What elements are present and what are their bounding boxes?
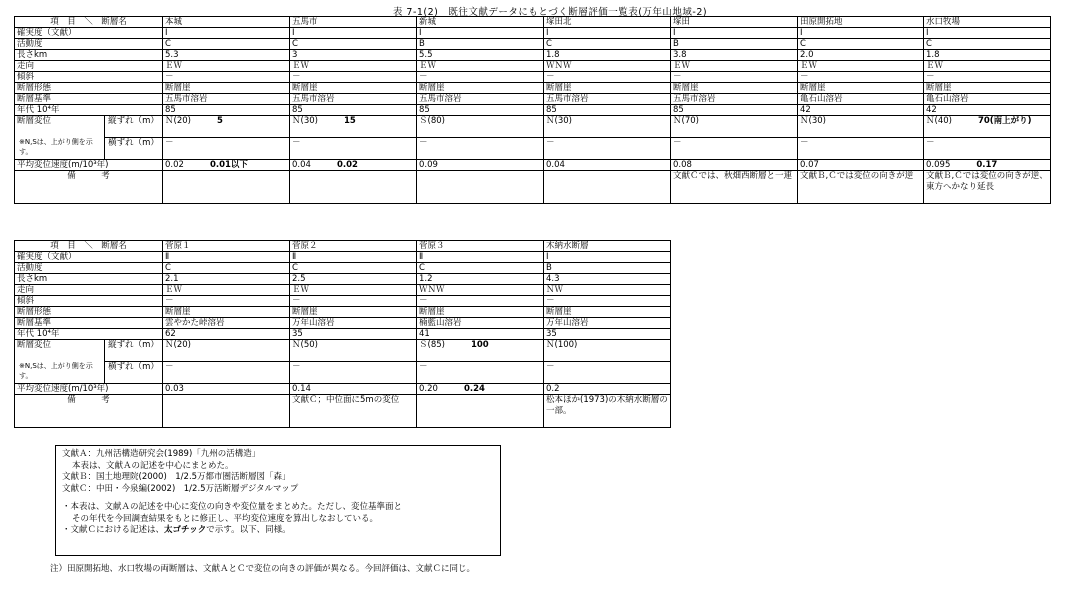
cell-certainty: Ⅰ bbox=[544, 252, 671, 263]
fault-name: 菅原３ bbox=[417, 241, 544, 252]
cell-length: 1.8 bbox=[544, 50, 671, 61]
cell-age: 41 bbox=[417, 329, 544, 340]
disp-label: 断層変位 bbox=[17, 116, 52, 126]
fault-name: 塚田 bbox=[671, 17, 798, 28]
row-label-disp bbox=[15, 116, 105, 160]
header-row bbox=[15, 241, 671, 252]
reference-a-sub: 本表は、文献Ａの記述を中心にまとめた。 bbox=[72, 460, 234, 471]
cell-dip: － bbox=[798, 72, 924, 83]
cell-datum: 雲やかた峠溶岩 bbox=[163, 318, 290, 329]
cell-dip: － bbox=[544, 72, 671, 83]
cell-rate bbox=[417, 160, 544, 171]
cell-rate bbox=[163, 160, 290, 171]
row-label-length: 長さkm bbox=[15, 50, 163, 61]
cell-form: 断層崖 bbox=[798, 83, 924, 94]
cell-activity: C bbox=[290, 263, 417, 274]
row-label-header: 項 目 ＼ 断層名 bbox=[15, 17, 163, 28]
cell-vert bbox=[798, 116, 924, 138]
cell-horiz: － bbox=[798, 138, 924, 160]
cell-rate bbox=[290, 160, 417, 171]
row-dip bbox=[15, 72, 1051, 83]
row-disp-vertical bbox=[15, 340, 671, 362]
cell-remarks bbox=[544, 171, 671, 204]
row-label-datum: 断層基準 bbox=[15, 94, 163, 105]
cell-vert bbox=[417, 340, 544, 362]
row-datum bbox=[15, 318, 671, 329]
cell-age: 62 bbox=[163, 329, 290, 340]
cell-horiz: － bbox=[924, 138, 1051, 160]
cell-activity: C bbox=[163, 39, 290, 50]
cell-dip: － bbox=[163, 296, 290, 307]
cell-dip: － bbox=[671, 72, 798, 83]
cell-activity: C bbox=[798, 39, 924, 50]
row-label-rate: 平均変位速度(m/10³年) bbox=[15, 160, 163, 171]
cell-datum: 五馬市溶岩 bbox=[544, 94, 671, 105]
fault-name: 塚田北 bbox=[544, 17, 671, 28]
row-label-header: 項 目 ＼ 断層名 bbox=[15, 241, 163, 252]
rate-value: 0.08 bbox=[673, 160, 692, 170]
fault-table-2 bbox=[14, 240, 671, 428]
cell-form: 断層崖 bbox=[417, 83, 544, 94]
rate-value-bold: 0.24 bbox=[463, 384, 485, 394]
disp-label: 断層変位 bbox=[17, 340, 52, 350]
cell-form: 断層崖 bbox=[290, 307, 417, 318]
row-strike bbox=[15, 285, 671, 296]
row-disp-horizontal bbox=[15, 362, 671, 384]
references-note-box bbox=[55, 445, 501, 556]
row-label-activity: 活動度 bbox=[15, 263, 163, 274]
footnote: 注）田原開拓地、水口牧場の両断層は、文献ＡとＣで変位の向きの評価が異なる。今回評価は、文献Ｃに同じ。 bbox=[50, 564, 476, 574]
cell-rate bbox=[544, 384, 671, 395]
row-label-dip: 傾斜 bbox=[15, 72, 163, 83]
row-label-dip: 傾斜 bbox=[15, 296, 163, 307]
fault-name: 菅原１ bbox=[163, 241, 290, 252]
rate-value: 0.09 bbox=[419, 160, 438, 170]
cell-activity: C bbox=[290, 39, 417, 50]
row-dip bbox=[15, 296, 671, 307]
cell-age: 85 bbox=[163, 105, 290, 116]
cell-rate bbox=[798, 160, 924, 171]
row-form bbox=[15, 307, 671, 318]
cell-activity: B bbox=[544, 263, 671, 274]
cell-age: 35 bbox=[290, 329, 417, 340]
row-label-remarks: 備 考 bbox=[15, 395, 163, 428]
cell-length: 2.1 bbox=[163, 274, 290, 285]
bullet-note-2-bold: 太ゴチック bbox=[164, 525, 207, 535]
row-form bbox=[15, 83, 1051, 94]
vert-value: Ｎ(30) bbox=[292, 116, 318, 126]
row-age bbox=[15, 329, 671, 340]
cell-length: 4.3 bbox=[544, 274, 671, 285]
row-rate bbox=[15, 384, 671, 395]
cell-horiz: － bbox=[163, 362, 290, 384]
cell-strike: ＥＷ bbox=[798, 61, 924, 72]
bullet-note-2-post: で示す。以下、同様。 bbox=[206, 525, 291, 535]
rate-value: 0.02 bbox=[165, 160, 184, 170]
row-remarks bbox=[15, 171, 1051, 204]
bullet-note-2 bbox=[62, 525, 494, 537]
cell-certainty: Ⅰ bbox=[163, 28, 290, 39]
fault-name: 水口牧場 bbox=[924, 17, 1051, 28]
cell-datum: 楠藍山溶岩 bbox=[417, 318, 544, 329]
row-activity bbox=[15, 39, 1051, 50]
row-label-strike: 走向 bbox=[15, 285, 163, 296]
fault-name: 新城 bbox=[417, 17, 544, 28]
fault-name: 五馬市 bbox=[290, 17, 417, 28]
row-remarks bbox=[15, 395, 671, 428]
cell-vert bbox=[924, 116, 1051, 138]
cell-certainty: Ⅱ bbox=[163, 252, 290, 263]
cell-age: 42 bbox=[798, 105, 924, 116]
cell-datum: 万年山溶岩 bbox=[544, 318, 671, 329]
cell-activity: C bbox=[163, 263, 290, 274]
cell-vert bbox=[163, 116, 290, 138]
disp-note: ※N,Sは、上がり側を示す。 bbox=[19, 137, 93, 156]
cell-length: 3.8 bbox=[671, 50, 798, 61]
row-label-certainty: 確実度（文献） bbox=[15, 28, 163, 39]
row-strike bbox=[15, 61, 1051, 72]
cell-rate bbox=[671, 160, 798, 171]
vert-value: Ｓ(80) bbox=[419, 116, 445, 126]
cell-remarks bbox=[417, 395, 544, 428]
cell-form: 断層崖 bbox=[671, 83, 798, 94]
cell-length: 1.8 bbox=[924, 50, 1051, 61]
reference-b: 文献Ｂ：国土地理院(2000) 1/2.5万都市圏活断層図「森」 bbox=[62, 472, 291, 482]
vert-value-bold: 5 bbox=[216, 116, 223, 126]
row-label-activity: 活動度 bbox=[15, 39, 163, 50]
rate-value-bold: 0.17 bbox=[976, 160, 998, 170]
vert-value: Ｎ(100) bbox=[546, 340, 578, 350]
cell-activity: C bbox=[544, 39, 671, 50]
cell-form: 断層崖 bbox=[417, 307, 544, 318]
vert-value: Ｎ(70) bbox=[673, 116, 699, 126]
cell-horiz: － bbox=[417, 362, 544, 384]
cell-activity: C bbox=[924, 39, 1051, 50]
rate-value: 0.03 bbox=[165, 384, 184, 394]
cell-rate bbox=[924, 160, 1051, 171]
cell-length: 5.3 bbox=[163, 50, 290, 61]
reference-a: 文献Ａ：九州活構造研究会(1989)「九州の活構造」 bbox=[62, 449, 261, 459]
vert-value-bold: 70(南上がり) bbox=[977, 116, 1032, 126]
bullet-note-1-cont: その年代を今回調査結果をもとに修正し、平均変位速度を算出しなおしている。 bbox=[72, 513, 379, 524]
cell-strike: ＥＷ bbox=[163, 285, 290, 296]
row-label-length: 長さkm bbox=[15, 274, 163, 285]
cell-vert bbox=[417, 116, 544, 138]
cell-strike: ＥＷ bbox=[163, 61, 290, 72]
cell-age: 85 bbox=[671, 105, 798, 116]
fault-name: 菅原２ bbox=[290, 241, 417, 252]
cell-remarks bbox=[163, 395, 290, 428]
cell-certainty: Ⅰ bbox=[417, 28, 544, 39]
cell-form: 断層崖 bbox=[924, 83, 1051, 94]
row-length bbox=[15, 274, 671, 285]
cell-rate bbox=[163, 384, 290, 395]
cell-dip: － bbox=[163, 72, 290, 83]
cell-horiz: － bbox=[163, 138, 290, 160]
cell-certainty: Ⅱ bbox=[417, 252, 544, 263]
cell-strike: ＷＮＷ bbox=[417, 285, 544, 296]
disp-note: ※N,Sは、上がり側を示す。 bbox=[19, 361, 93, 380]
cell-horiz: － bbox=[290, 362, 417, 384]
bullet-note-1: ・本表は、文献Ａの記述を中心に変位の向きや変位量をまとめた。ただし、変位基準面と bbox=[62, 502, 403, 512]
cell-dip: － bbox=[924, 72, 1051, 83]
cell-strike: ＥＷ bbox=[290, 285, 417, 296]
cell-age: 35 bbox=[544, 329, 671, 340]
cell-activity: B bbox=[417, 39, 544, 50]
cell-datum: 亀石山溶岩 bbox=[798, 94, 924, 105]
cell-horiz: － bbox=[544, 138, 671, 160]
cell-activity: B bbox=[671, 39, 798, 50]
rate-value: 0.04 bbox=[546, 160, 565, 170]
cell-form: 断層崖 bbox=[544, 307, 671, 318]
cell-certainty: Ⅰ bbox=[671, 28, 798, 39]
fault-name: 本城 bbox=[163, 17, 290, 28]
cell-strike: ＷＮＷ bbox=[544, 61, 671, 72]
cell-remarks bbox=[290, 171, 417, 204]
row-label-remarks: 備 考 bbox=[15, 171, 163, 204]
cell-horiz: － bbox=[290, 138, 417, 160]
row-label-form: 断層形態 bbox=[15, 83, 163, 94]
row-label-disp bbox=[15, 340, 105, 384]
cell-age: 85 bbox=[290, 105, 417, 116]
row-label-age: 年代 10⁴年 bbox=[15, 105, 163, 116]
cell-length: 1.2 bbox=[417, 274, 544, 285]
cell-remarks bbox=[417, 171, 544, 204]
rate-value: 0.2 bbox=[546, 384, 560, 394]
cell-remarks: 松本ほか(1973)の木納水断層の一部。 bbox=[544, 395, 671, 428]
cell-age: 85 bbox=[417, 105, 544, 116]
cell-strike: ＥＷ bbox=[671, 61, 798, 72]
vert-value-bold: 100 bbox=[470, 340, 489, 350]
cell-strike: ＥＷ bbox=[417, 61, 544, 72]
row-age bbox=[15, 105, 1051, 116]
vert-value-bold: 15 bbox=[343, 116, 356, 126]
reference-c: 文献Ｃ：中田・今泉編(2002) 1/2.5万活断層デジタルマップ bbox=[62, 483, 299, 494]
row-disp-horizontal bbox=[15, 138, 1051, 160]
vert-value: Ｎ(20) bbox=[165, 116, 191, 126]
cell-horiz: － bbox=[544, 362, 671, 384]
cell-vert bbox=[290, 340, 417, 362]
row-datum bbox=[15, 94, 1051, 105]
bullet-note-2-pre: ・文献Ｃにおける記述は、 bbox=[62, 525, 165, 535]
cell-remarks bbox=[163, 171, 290, 204]
cell-rate bbox=[417, 384, 544, 395]
cell-dip: － bbox=[290, 72, 417, 83]
cell-remarks: 文献Ｃ；中位面に5mの変位 bbox=[290, 395, 417, 428]
cell-length: 5.5 bbox=[417, 50, 544, 61]
vert-value: Ｎ(30) bbox=[546, 116, 572, 126]
row-label-datum: 断層基準 bbox=[15, 318, 163, 329]
fault-name: 田原開拓地 bbox=[798, 17, 924, 28]
row-label-form: 断層形態 bbox=[15, 307, 163, 318]
cell-rate bbox=[544, 160, 671, 171]
cell-certainty: Ⅰ bbox=[544, 28, 671, 39]
cell-strike: ＮＷ bbox=[544, 285, 671, 296]
vert-value: Ｎ(30) bbox=[800, 116, 826, 126]
cell-rate bbox=[290, 384, 417, 395]
cell-vert bbox=[544, 116, 671, 138]
rate-value-bold: 0.01以下 bbox=[209, 160, 248, 170]
row-disp-vertical bbox=[15, 116, 1051, 138]
vert-value: Ｎ(50) bbox=[292, 340, 318, 350]
cell-dip: － bbox=[417, 296, 544, 307]
rate-value: 0.095 bbox=[926, 160, 951, 170]
cell-datum: 五馬市溶岩 bbox=[417, 94, 544, 105]
cell-datum: 五馬市溶岩 bbox=[671, 94, 798, 105]
cell-form: 断層崖 bbox=[163, 83, 290, 94]
cell-strike: ＥＷ bbox=[924, 61, 1051, 72]
cell-certainty: Ⅰ bbox=[924, 28, 1051, 39]
cell-datum: 五馬市溶岩 bbox=[290, 94, 417, 105]
cell-horiz: － bbox=[671, 138, 798, 160]
row-label-certainty: 確実度（文献） bbox=[15, 252, 163, 263]
header-row bbox=[15, 17, 1051, 28]
row-label-rate: 平均変位速度(m/10³年) bbox=[15, 384, 163, 395]
row-label-horiz: 横ずれ（m） bbox=[105, 362, 163, 384]
cell-length: 3 bbox=[290, 50, 417, 61]
cell-dip: － bbox=[544, 296, 671, 307]
vert-value: Ｎ(20) bbox=[165, 340, 191, 350]
cell-datum: 万年山溶岩 bbox=[290, 318, 417, 329]
cell-vert bbox=[163, 340, 290, 362]
rate-value: 0.20 bbox=[419, 384, 438, 394]
cell-datum: 五馬市溶岩 bbox=[163, 94, 290, 105]
row-label-horiz: 横ずれ（m） bbox=[105, 138, 163, 160]
cell-certainty: Ⅰ bbox=[798, 28, 924, 39]
cell-length: 2.5 bbox=[290, 274, 417, 285]
cell-activity: C bbox=[417, 263, 544, 274]
cell-vert bbox=[544, 340, 671, 362]
cell-length: 2.0 bbox=[798, 50, 924, 61]
cell-horiz: － bbox=[417, 138, 544, 160]
cell-strike: ＥＷ bbox=[290, 61, 417, 72]
row-length bbox=[15, 50, 1051, 61]
cell-datum: 亀石山溶岩 bbox=[924, 94, 1051, 105]
document-title: 表 7-1(2) 既往文献データにもとづく断層評価一覧表(万年山地域-2) bbox=[392, 7, 708, 18]
cell-form: 断層崖 bbox=[163, 307, 290, 318]
cell-vert bbox=[290, 116, 417, 138]
cell-age: 85 bbox=[544, 105, 671, 116]
fault-name: 木納水断層 bbox=[544, 241, 671, 252]
fault-table-1 bbox=[14, 16, 1051, 204]
row-label-age: 年代 10⁴年 bbox=[15, 329, 163, 340]
row-certainty bbox=[15, 28, 1051, 39]
row-certainty bbox=[15, 252, 671, 263]
vert-value: Ｓ(85) bbox=[419, 340, 445, 350]
row-label-strike: 走向 bbox=[15, 61, 163, 72]
cell-remarks: 文献Ｃでは、秋畑西断層と一連 bbox=[671, 171, 798, 204]
rate-value: 0.04 bbox=[292, 160, 311, 170]
row-rate bbox=[15, 160, 1051, 171]
cell-remarks: 文献Ｂ,Ｃでは変位の向きが逆、東方へかなり延長 bbox=[924, 171, 1051, 204]
row-label-vert: 縦ずれ（m） bbox=[105, 340, 163, 362]
cell-form: 断層崖 bbox=[290, 83, 417, 94]
rate-value: 0.07 bbox=[800, 160, 819, 170]
rate-value-bold: 0.02 bbox=[336, 160, 358, 170]
cell-form: 断層崖 bbox=[544, 83, 671, 94]
row-activity bbox=[15, 263, 671, 274]
cell-dip: － bbox=[290, 296, 417, 307]
rate-value: 0.14 bbox=[292, 384, 311, 394]
cell-remarks: 文献Ｂ,Ｃでは変位の向きが逆 bbox=[798, 171, 924, 204]
cell-certainty: Ⅰ bbox=[290, 28, 417, 39]
cell-age: 42 bbox=[924, 105, 1051, 116]
cell-vert bbox=[671, 116, 798, 138]
cell-certainty: Ⅱ bbox=[290, 252, 417, 263]
row-label-vert: 縦ずれ（m） bbox=[105, 116, 163, 138]
cell-dip: － bbox=[417, 72, 544, 83]
vert-value: Ｎ(40) bbox=[926, 116, 952, 126]
